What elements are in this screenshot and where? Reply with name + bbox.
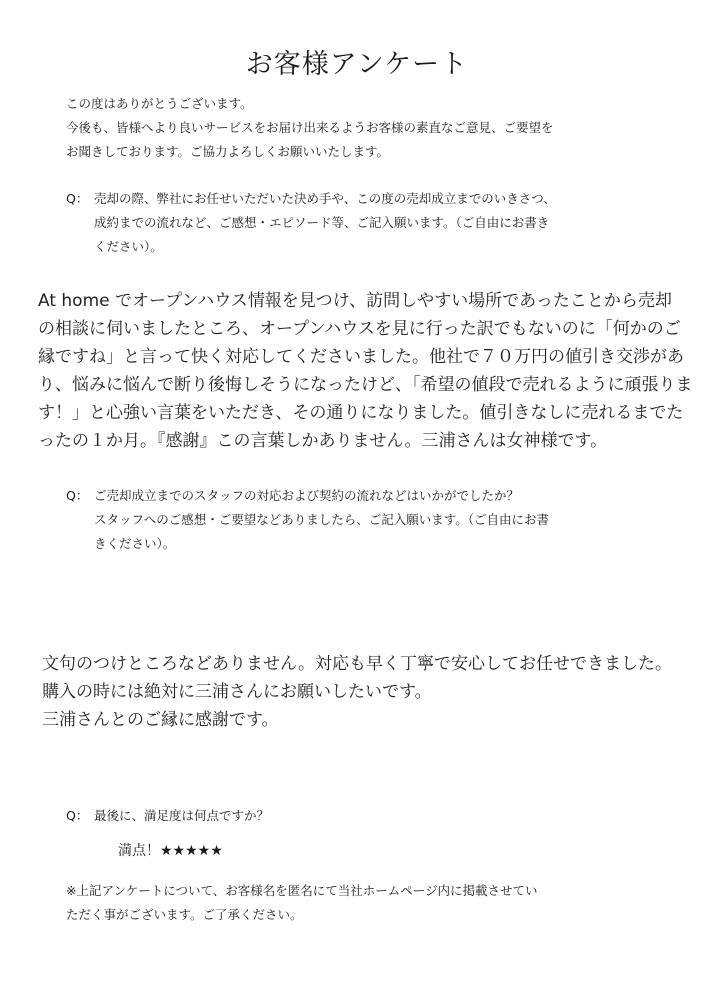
intro-text: [66, 92, 554, 164]
question-label: Q：: [66, 488, 89, 503]
answer-line: り、悩みに悩んで断り後悔しそうになったけど、「希望の値段で売れるように頑張りま: [38, 375, 693, 395]
answer-2: [42, 650, 672, 734]
question-line: ください）。: [94, 239, 163, 254]
question-label: Q：: [66, 808, 89, 823]
intro-line: お聞きしております。ご協力よろしくお願いいたします。: [66, 144, 390, 159]
answer-line: 購入の時には絶対に三浦さんにお願いしたいです。: [42, 682, 432, 702]
answer-line: ったの１か月。『感謝』この言葉しかありません。三浦さんは女神様です。: [38, 431, 608, 451]
answer-line: 文句のつけところなどありません。対応も早く丁寧で安心してお任せできました。: [42, 654, 673, 674]
disclaimer-note: [66, 879, 537, 927]
note-line: ただく事がございます。ご了承ください。: [66, 907, 303, 922]
question-line: きください）。: [94, 536, 176, 551]
question-line: 最後に、満足度は何点ですか？: [94, 808, 270, 823]
page-title: お客様アンケート: [245, 49, 469, 80]
question-line: ご売却成立までのスタッフの対応および契約の流れなどはいかがでしたか？: [94, 488, 520, 503]
answer-line: 三浦さんとのご縁に感謝です。: [42, 710, 279, 730]
question-2: [66, 484, 549, 556]
note-line: ※上記アンケートについて、お客様名を匿名にて当社ホームページ内に掲載させてい: [66, 883, 538, 898]
question-line: 売却の際、弊社にお任せいただいた決め手や、この度の売却成立までのいきさつ、: [94, 191, 556, 206]
question-1: [66, 187, 556, 259]
intro-line: この度はありがとうございます。: [66, 96, 253, 111]
intro-line: 今後も、皆様へより良いサービスをお届け出来るようお客様の素直なご意見、ご要望を: [66, 120, 554, 135]
question-3: [66, 804, 269, 828]
answer-line: す！」と心強い言葉をいただき、その通りになりました。値引きなしに売れるまでた: [38, 403, 684, 423]
answer-line: At home でオープンハウス情報を見つけ、訪問しやすい場所であったことから売却: [38, 291, 672, 311]
question-line: スタッフへのご感想・ご要望などありましたら、ご記入願います。（ご自由にお書: [94, 512, 550, 527]
satisfaction-rating: 満点！★★★★★: [118, 843, 223, 859]
question-label: Q：: [66, 191, 89, 206]
answer-line: の相談に伺いましたところ、オープンハウスを見に行った訳でもないのに「何かのご: [38, 319, 681, 339]
question-line: 成約までの流れなど、ご感想・エピソード等、ご記入願います。（ご自由にお書き: [94, 215, 550, 230]
answer-line: 縁ですね」と言って快く対応してくださいました。他社で７０万円の値引き交渉があ: [38, 347, 684, 367]
answer-1: [38, 287, 693, 455]
